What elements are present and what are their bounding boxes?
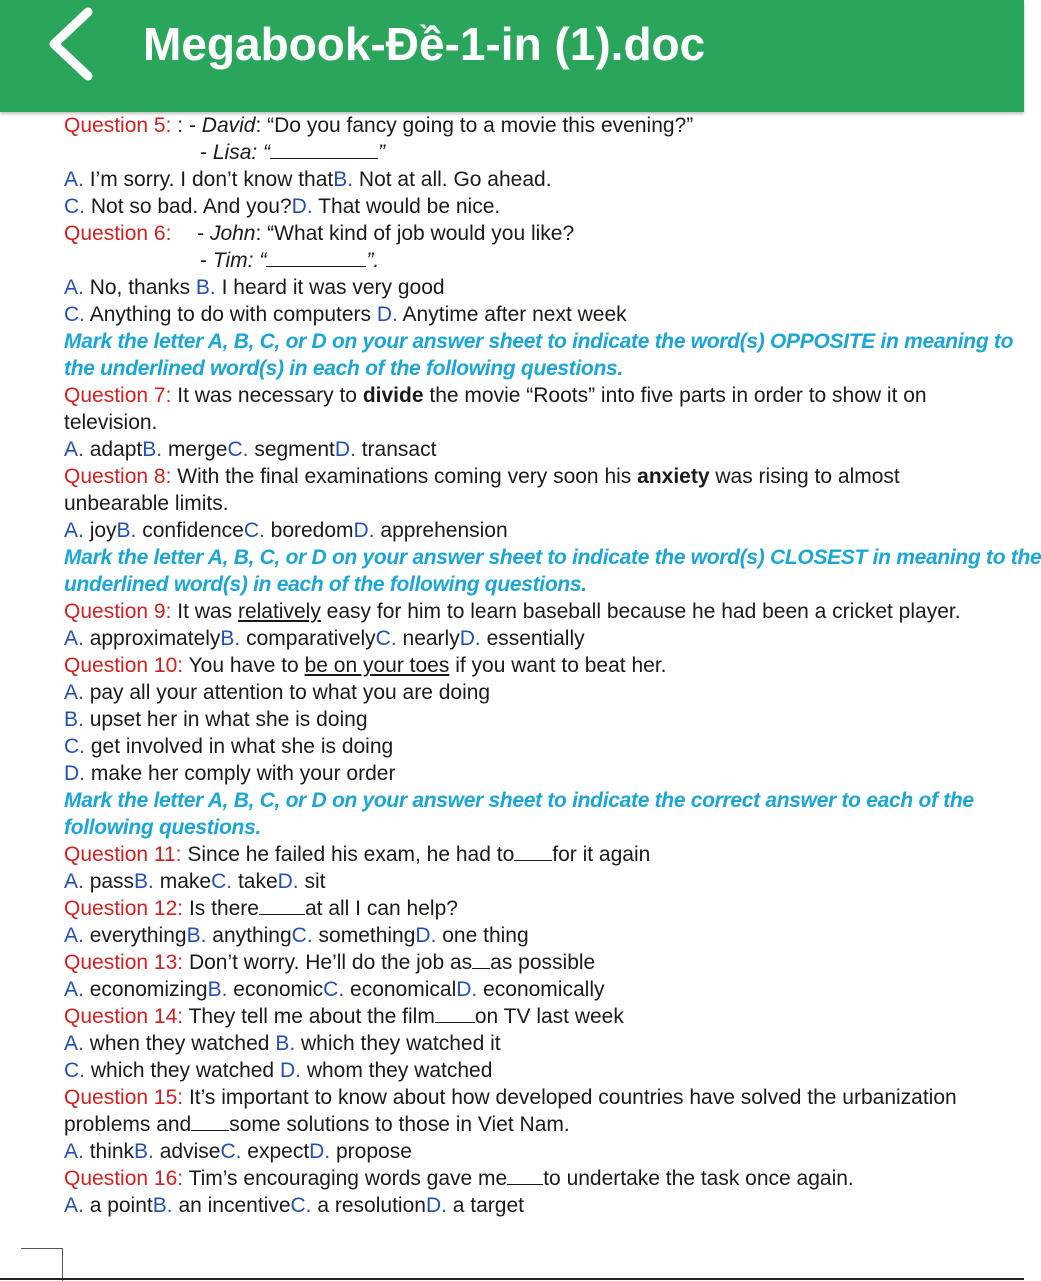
option-letter-a: A. (64, 276, 84, 299)
question-text: Since he failed his exam, he had to (187, 843, 515, 866)
question-label: Question 8: (64, 465, 172, 488)
option-letter-b: B. (134, 1140, 154, 1163)
question-label: Question 15: (64, 1086, 184, 1109)
option-letter-d: D. (456, 978, 478, 1001)
option-letter-a: A. (64, 168, 84, 191)
underlined-word: relatively (237, 600, 321, 623)
underlined-word: be on your toes (304, 654, 450, 677)
option-letter-d: D. (376, 303, 398, 326)
option-a[interactable]: economizing (89, 978, 208, 1001)
question-text: the movie “Roots” into five parts in order to show it on (429, 384, 927, 407)
dash: - (197, 222, 205, 245)
option-letter-d: D. (279, 1059, 301, 1082)
option-b[interactable]: anything (212, 924, 292, 947)
option-a[interactable]: No, thanks (89, 276, 191, 299)
option-d[interactable]: sit (304, 870, 326, 893)
question-text: Don’t worry. He’ll do the job as (188, 951, 473, 974)
question-label: Question 13: (64, 951, 184, 974)
option-a[interactable]: when they watched (89, 1032, 270, 1055)
option-a[interactable]: adapt (89, 438, 143, 461)
directions-line: underlined word(s) in each of the following questions. (64, 573, 587, 596)
document-viewer[interactable] (0, 112, 1041, 1244)
dialogue-line: : “What kind of job would you like? (255, 222, 575, 245)
directions-line: Mark the letter A, B, C, or D on your answer sheet to indicate the word(s) OPPOSITE in meaning to (64, 330, 1014, 353)
option-d[interactable]: transact (361, 438, 437, 461)
option-letter-b: B. (152, 1194, 173, 1217)
question-7 (0, 382, 1024, 409)
option-a[interactable]: think (89, 1140, 135, 1163)
answer-blank (191, 1112, 229, 1131)
options-row (0, 301, 1024, 328)
options-row (0, 436, 1024, 463)
option-letter-b: B. (207, 978, 228, 1001)
option-c[interactable]: segment (254, 438, 335, 461)
option-b[interactable]: confidence (142, 519, 244, 542)
option-d[interactable]: propose (336, 1140, 412, 1163)
option-d[interactable]: whom they watched (306, 1059, 493, 1082)
question-text: some solutions to those in Viet Nam. (229, 1113, 570, 1136)
option-b[interactable]: I heard it was very good (221, 276, 445, 299)
question-text: to undertake the task once again. (543, 1167, 854, 1190)
option-d[interactable]: a target (452, 1194, 524, 1217)
answer-blank (472, 950, 490, 969)
option-letter-c: C. (64, 195, 85, 218)
question-label: Question 16: (64, 1167, 184, 1190)
option-a[interactable]: pay all your attention to what you are doing (89, 681, 491, 704)
dash: - (200, 249, 207, 272)
question-label: Question 12: (64, 897, 184, 920)
question-label: Question 6: (64, 222, 172, 245)
option-line (0, 706, 1024, 733)
options-row (0, 193, 1024, 220)
question-5-reply (0, 139, 1024, 166)
question-text: at all I can help? (304, 897, 458, 920)
keyword: anxiety (637, 465, 710, 488)
question-text: for it again (552, 843, 651, 866)
option-letter-a: A. (64, 1140, 84, 1163)
option-d[interactable]: apprehension (380, 519, 508, 542)
question-continuation: television. (64, 411, 158, 434)
question-label: Question 7: (64, 384, 172, 407)
option-d[interactable]: economically (483, 978, 605, 1001)
option-d[interactable]: one thing (442, 924, 529, 947)
option-letter-c: C. (243, 519, 265, 542)
options-row (0, 868, 1024, 895)
question-text: They tell me about the film (188, 1005, 435, 1028)
option-b[interactable]: make (159, 870, 212, 893)
question-text: if you want to beat her. (455, 654, 667, 677)
directions-line: Mark the letter A, B, C, or D on your answer sheet to indicate the word(s) CLOSEST in meaning to the (64, 546, 1041, 569)
question-text: problems and (64, 1113, 192, 1136)
option-letter-a: A. (64, 681, 84, 704)
question-text: easy for him to learn baseball because he had been a cricket player. (326, 600, 961, 623)
answer-blank (507, 1166, 543, 1185)
option-b[interactable]: an incentive (178, 1194, 291, 1217)
option-letter-a: A. (64, 438, 84, 461)
option-letter-a: A. (64, 978, 84, 1001)
question-text: as possible (490, 951, 596, 974)
option-letter-c: C. (227, 438, 249, 461)
option-b[interactable]: upset her in what she is doing (89, 708, 368, 731)
option-d[interactable]: make her comply with your order (90, 762, 396, 785)
option-letter-d: D. (309, 1140, 331, 1163)
question-15 (0, 1084, 1024, 1111)
option-letter-c: C. (64, 1059, 85, 1082)
option-c[interactable]: nearly (402, 627, 460, 650)
question-8 (0, 463, 1024, 490)
page-corner-marker (21, 1248, 63, 1281)
speaker-name: Lisa (212, 141, 252, 164)
dialogue-close-quote: ” (378, 141, 386, 164)
option-line (0, 679, 1024, 706)
document-content (0, 98, 1041, 1219)
options-row (0, 1192, 1024, 1219)
option-letter-b: B. (186, 924, 207, 947)
option-c[interactable]: economical (350, 978, 457, 1001)
option-letter-b: B. (64, 708, 84, 731)
option-a[interactable]: approximately (89, 627, 221, 650)
option-c[interactable]: a resolution (317, 1194, 426, 1217)
question-text: It was (177, 600, 233, 623)
options-row (0, 1030, 1024, 1057)
question-colon: : (177, 114, 184, 137)
option-letter-d: D. (353, 519, 375, 542)
question-text: You have to (188, 654, 299, 677)
question-text: Tim’s encouraging words gave me (188, 1167, 508, 1190)
option-b[interactable]: economic (233, 978, 324, 1001)
option-b[interactable]: Not at all. Go ahead. (358, 168, 552, 191)
question-16 (0, 1165, 1024, 1192)
options-row (0, 922, 1024, 949)
option-letter-b: B. (195, 276, 216, 299)
option-letter-a: A. (64, 627, 84, 650)
options-row (0, 625, 1024, 652)
question-label: Question 10: (64, 654, 184, 677)
option-letter-a: A. (64, 924, 84, 947)
question-text: It’s important to know about how developed countries have solved the urbanization (188, 1086, 957, 1109)
back-button[interactable] (38, 4, 108, 84)
option-letter-a: A. (64, 519, 84, 542)
option-d[interactable]: Anytime after next week (402, 303, 627, 326)
page-bottom-border (0, 1278, 1024, 1280)
question-9 (0, 598, 1024, 625)
question-continuation (0, 1111, 1024, 1138)
option-letter-c: C. (323, 978, 345, 1001)
option-a[interactable]: I’m sorry. I don’t know that (89, 168, 334, 191)
dialogue-close-quote: ”. (366, 249, 380, 272)
option-line (0, 760, 1024, 787)
answer-blank (270, 140, 378, 159)
answer-blank (514, 842, 552, 861)
option-letter-c: C. (64, 735, 85, 758)
question-label: Question 14: (64, 1005, 184, 1028)
option-d[interactable]: That would be nice. (318, 195, 501, 218)
options-row (0, 517, 1024, 544)
dialogue-open-quote: : “ (247, 249, 267, 272)
option-letter-d: D. (415, 924, 437, 947)
option-b[interactable]: advise (159, 1140, 221, 1163)
option-c[interactable]: get involved in what she is doing (90, 735, 394, 758)
question-text: was rising to almost (715, 465, 900, 488)
option-letter-b: B. (333, 168, 354, 191)
option-c[interactable]: something (318, 924, 416, 947)
document-title: Megabook-Đề-1-in (1).doc (143, 18, 706, 70)
options-row (0, 1138, 1024, 1165)
question-text: With the final examinations coming very soon his (177, 465, 632, 488)
option-b[interactable]: merge (167, 438, 228, 461)
question-text: on TV last week (474, 1005, 624, 1028)
option-letter-c: C. (291, 924, 313, 947)
option-letter-c: C. (211, 870, 233, 893)
option-c[interactable]: Not so bad. And you? (90, 195, 292, 218)
option-a[interactable]: a point (89, 1194, 153, 1217)
question-12 (0, 895, 1024, 922)
directions-line: the underlined word(s) in each of the following questions. (64, 357, 623, 380)
option-letter-b: B. (134, 870, 154, 893)
answer-blank (266, 248, 366, 267)
question-5 (0, 112, 1024, 139)
options-row (0, 166, 1024, 193)
question-label: Question 11: (64, 843, 182, 866)
question-11 (0, 841, 1024, 868)
option-letter-d: D. (334, 438, 356, 461)
option-c[interactable]: which they watched (90, 1059, 275, 1082)
speaker-name: Tim (212, 249, 248, 272)
dialogue-open-quote: : “ (251, 141, 271, 164)
question-10 (0, 652, 1024, 679)
option-letter-a: A. (64, 1194, 84, 1217)
option-letter-b: B. (275, 1032, 296, 1055)
options-row (0, 1057, 1024, 1084)
option-c[interactable]: boredom (270, 519, 354, 542)
directions-line: following questions. (64, 816, 261, 839)
option-letter-a: A. (64, 870, 84, 893)
option-letter-d: D. (291, 195, 313, 218)
question-text: It was necessary to (177, 384, 357, 407)
question-13 (0, 949, 1024, 976)
option-letter-c: C. (375, 627, 397, 650)
question-6 (0, 220, 1024, 247)
option-letter-b: B. (142, 438, 163, 461)
option-a[interactable]: joy (89, 519, 117, 542)
back-arrow-icon (38, 4, 108, 84)
option-letter-d: D. (64, 762, 85, 785)
question-text: Is there (188, 897, 259, 920)
option-letter-a: A. (64, 1032, 84, 1055)
question-6-reply (0, 247, 1024, 274)
dialogue-line: : “Do you fancy going to a movie this evening?” (255, 114, 694, 137)
keyword: divide (362, 384, 424, 407)
option-a[interactable]: everything (89, 924, 187, 947)
option-b[interactable]: comparatively (246, 627, 376, 650)
answer-blank (259, 896, 305, 915)
question-14 (0, 1003, 1024, 1030)
speaker-name: John (209, 222, 256, 245)
option-a[interactable]: pass (89, 870, 135, 893)
option-letter-c: C. (220, 1140, 242, 1163)
option-letter-d: D. (277, 870, 299, 893)
option-line (0, 733, 1024, 760)
option-letter-c: C. (64, 303, 85, 326)
option-letter-d: D. (459, 627, 481, 650)
question-label: Question 5: (64, 114, 172, 137)
options-row (0, 274, 1024, 301)
app-header (0, 0, 1024, 112)
question-continuation: unbearable limits. (64, 492, 229, 515)
option-d[interactable]: essentially (486, 627, 585, 650)
option-letter-b: B. (116, 519, 137, 542)
directions-line: Mark the letter A, B, C, or D on your answer sheet to indicate the correct answer to each of the (64, 789, 974, 812)
option-letter-b: B. (220, 627, 241, 650)
question-label: Question 9: (64, 600, 172, 623)
option-letter-c: C. (290, 1194, 312, 1217)
dash: - (188, 114, 196, 137)
option-c[interactable]: Anything to do with computers (89, 303, 372, 326)
option-b[interactable]: which they watched it (301, 1032, 501, 1055)
dash: - (200, 141, 207, 164)
speaker-name: David (201, 114, 256, 137)
option-c[interactable]: take (237, 870, 278, 893)
options-row (0, 976, 1024, 1003)
answer-blank (435, 1004, 475, 1023)
option-c[interactable]: expect (247, 1140, 310, 1163)
option-letter-d: D. (425, 1194, 447, 1217)
